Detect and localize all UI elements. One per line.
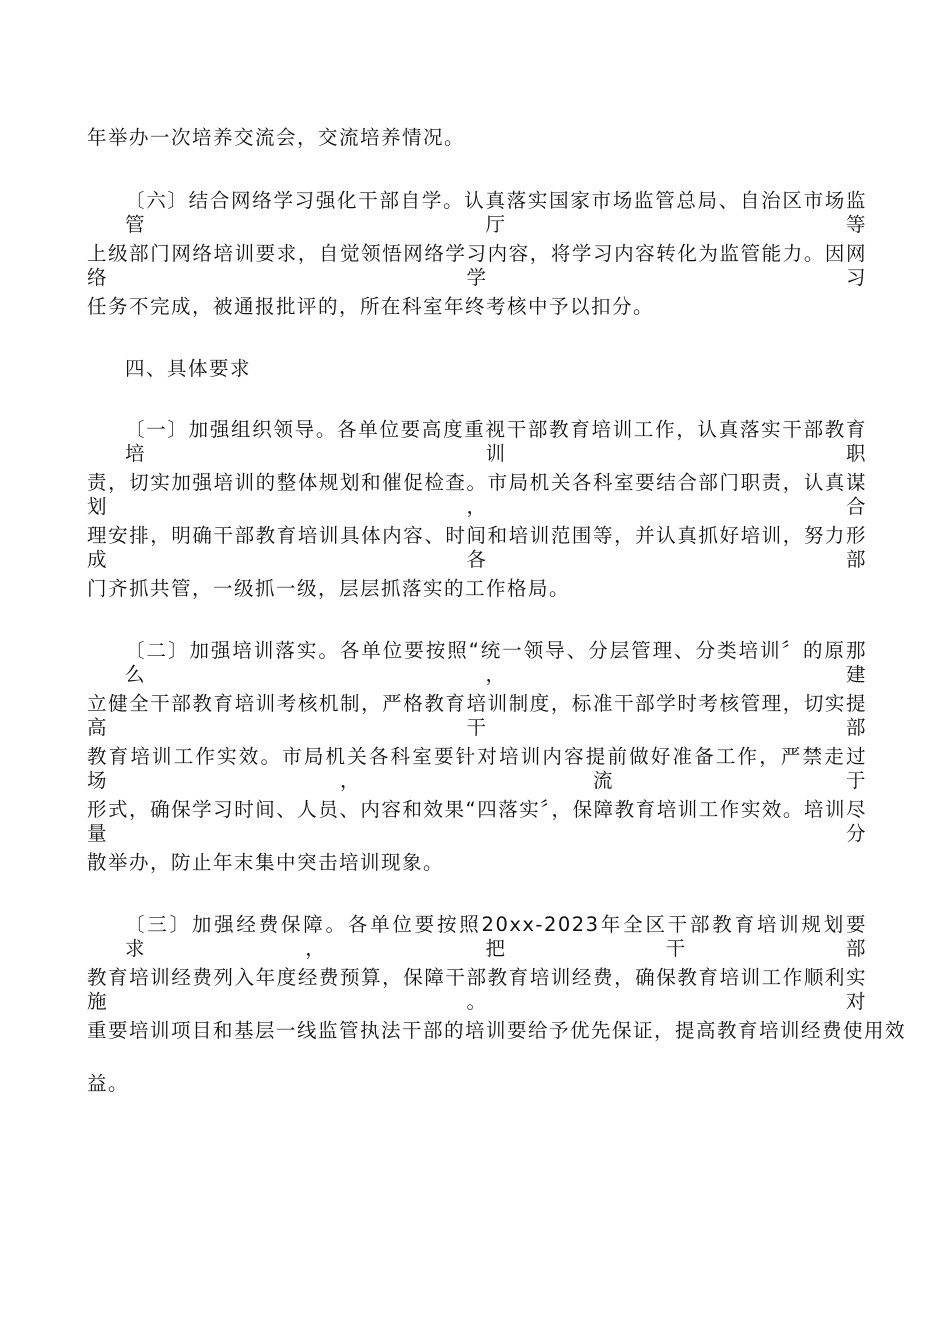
paragraph-line: 责，切实加强培训的整体规划和催促检查。市局机关各科室要结合部门职责，认真谋划，合 [87,471,867,518]
paragraph-line: 重要培训项目和基层一线监管执法干部的培训要给予优先保证，提高教育培训经费使用效 [87,1019,907,1042]
paragraph-line: 形式，确保学习时间、人员、内容和效果“四落实〞，保障教育培训工作实效。培训尽量分 [87,798,867,845]
paragraph-line: 〔六〕结合网络学习强化干部自学。认真落实国家市场监管总局、自治区市场监管厅等 [125,189,867,236]
paragraph-line: 上级部门网络培训要求，自觉领悟网络学习内容，将学习内容转化为监管能力。因网络学习 [87,242,867,289]
paragraph-line: 〔三〕加强经费保障。各单位要按照20xx-2023年全区干部教育培训规划要求，把干部 [125,913,867,960]
paragraph-line: 任务不完成，被通报批评的，所在科室年终考核中予以扣分。 [87,295,655,318]
paragraph-line: 益。 [87,1072,130,1095]
paragraph-line: 〔一〕加强组织领导。各单位要高度重视干部教育培训工作，认真落实干部教育培训职 [125,418,867,465]
section-heading: 四、具体要求 [125,357,252,380]
paragraph-line: 教育培训经费列入年度经费预算，保障干部教育培训经费，确保教育培训工作顺利实施。对 [87,966,867,1013]
paragraph-line: 立健全干部教育培训考核机制，严格教育培训制度，标准干部学时考核管理，切实提高干部 [87,692,867,739]
paragraph-line: 散举办，防止年末集中突击培训现象。 [87,851,445,874]
paragraph-line: 门齐抓共管，一级抓一级，层层抓落实的工作格局。 [87,577,571,600]
paragraph-line: 〔二〕加强培训落实。各单位要按照“统一领导、分层管理、分类培训〞的原那么，建 [125,639,867,686]
paragraph-line: 年举办一次培养交流会，交流培养情况。 [87,126,466,149]
paragraph-line: 理安排，明确干部教育培训具体内容、时间和培训范围等，并认真抓好培训，努力形成各部 [87,524,867,571]
paragraph-line: 教育培训工作实效。市局机关各科室要针对培训内容提前做好准备工作，严禁走过场，流于 [87,745,867,792]
